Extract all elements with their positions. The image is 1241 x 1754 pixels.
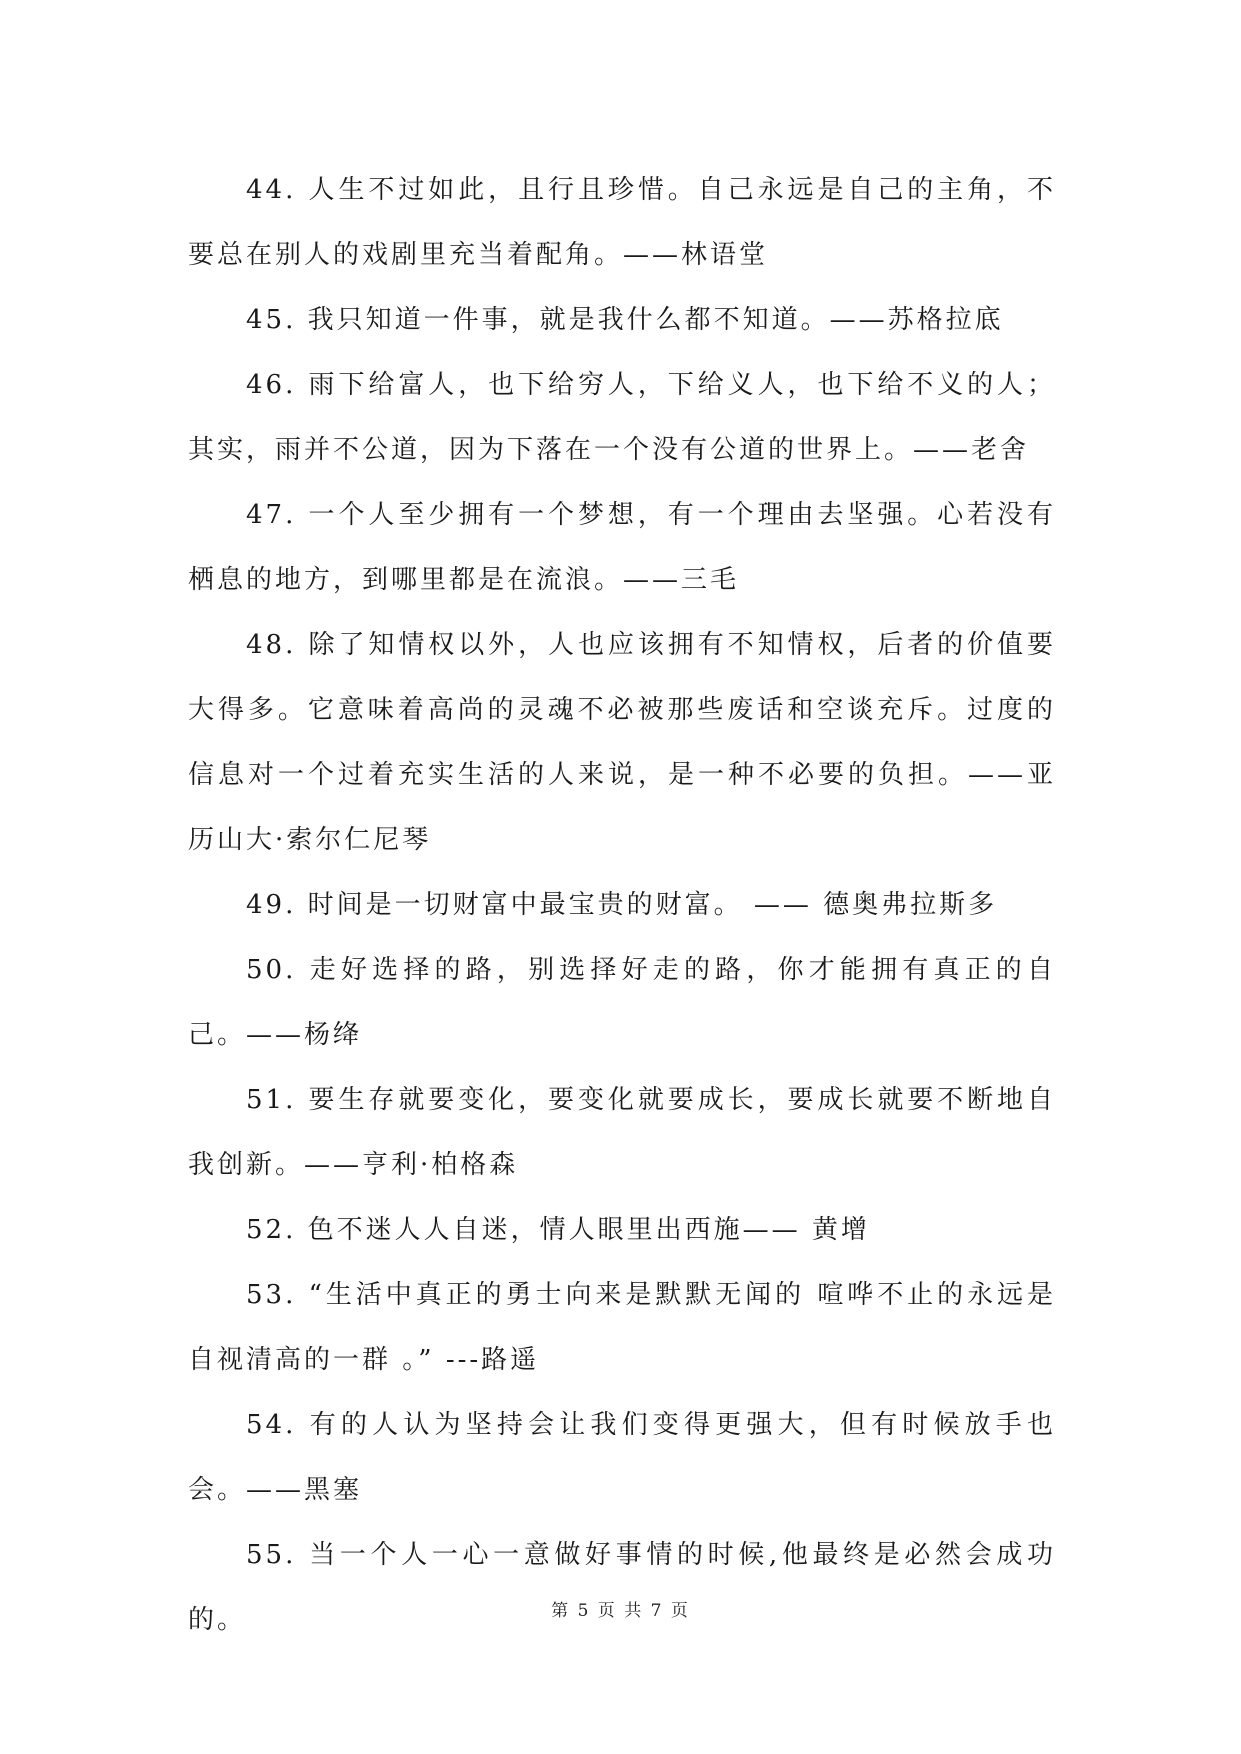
quote-46: 46. 雨下给富人，也下给穷人，下给义人，也下给不义的人；其实，雨并不公道，因为下落在一个没有公道的世界上。——老舍: [188, 370, 1056, 465]
quote-44: 44. 人生不过如此，且行且珍惜。自己永远是自己的主角，不要总在别人的戏剧里充当着配角。——林语堂: [188, 175, 1056, 270]
quote-55: 55. 当一个人一心一意做好事情的时候,他最终是必然会成功的。: [188, 1540, 1056, 1635]
page-number-footer: 第 5 页 共 7 页: [551, 1601, 690, 1621]
quote-45: 45. 我只知道一件事，就是我什么都不知道。——苏格拉底: [246, 305, 1004, 335]
quote-50: 50. 走好选择的路，别选择好走的路，你才能拥有真正的自己。——杨绛: [188, 955, 1056, 1050]
quote-47: 47. 一个人至少拥有一个梦想，有一个理由去坚强。心若没有栖息的地方，到哪里都是在流浪。——三毛: [188, 500, 1056, 595]
quote-48: 48. 除了知情权以外，人也应该拥有不知情权，后者的价值要大得多。它意味着高尚的灵魂不必被那些废话和空谈充斥。过度的信息对一个过着充实生活的人来说，是一种不必要的负担。——亚历山大·索尔仁尼琴: [188, 630, 1056, 855]
quote-list: [188, 158, 1056, 1653]
quote-54: 54. 有的人认为坚持会让我们变得更强大，但有时候放手也会。——黑塞: [188, 1410, 1056, 1505]
quote-53: 53. “生活中真正的勇士向来是默默无闻的 喧哗不止的永远是自视清高的一群 。” ---路遥: [188, 1280, 1056, 1375]
quote-52: 52. 色不迷人人自迷，情人眼里出西施—— 黄增: [246, 1215, 870, 1245]
quote-49: 49. 时间是一切财富中最宝贵的财富。 —— 德奥弗拉斯多: [246, 890, 998, 920]
quote-51: 51. 要生存就要变化，要变化就要成长，要成长就要不断地自我创新。——亨利·柏格森: [188, 1085, 1056, 1180]
